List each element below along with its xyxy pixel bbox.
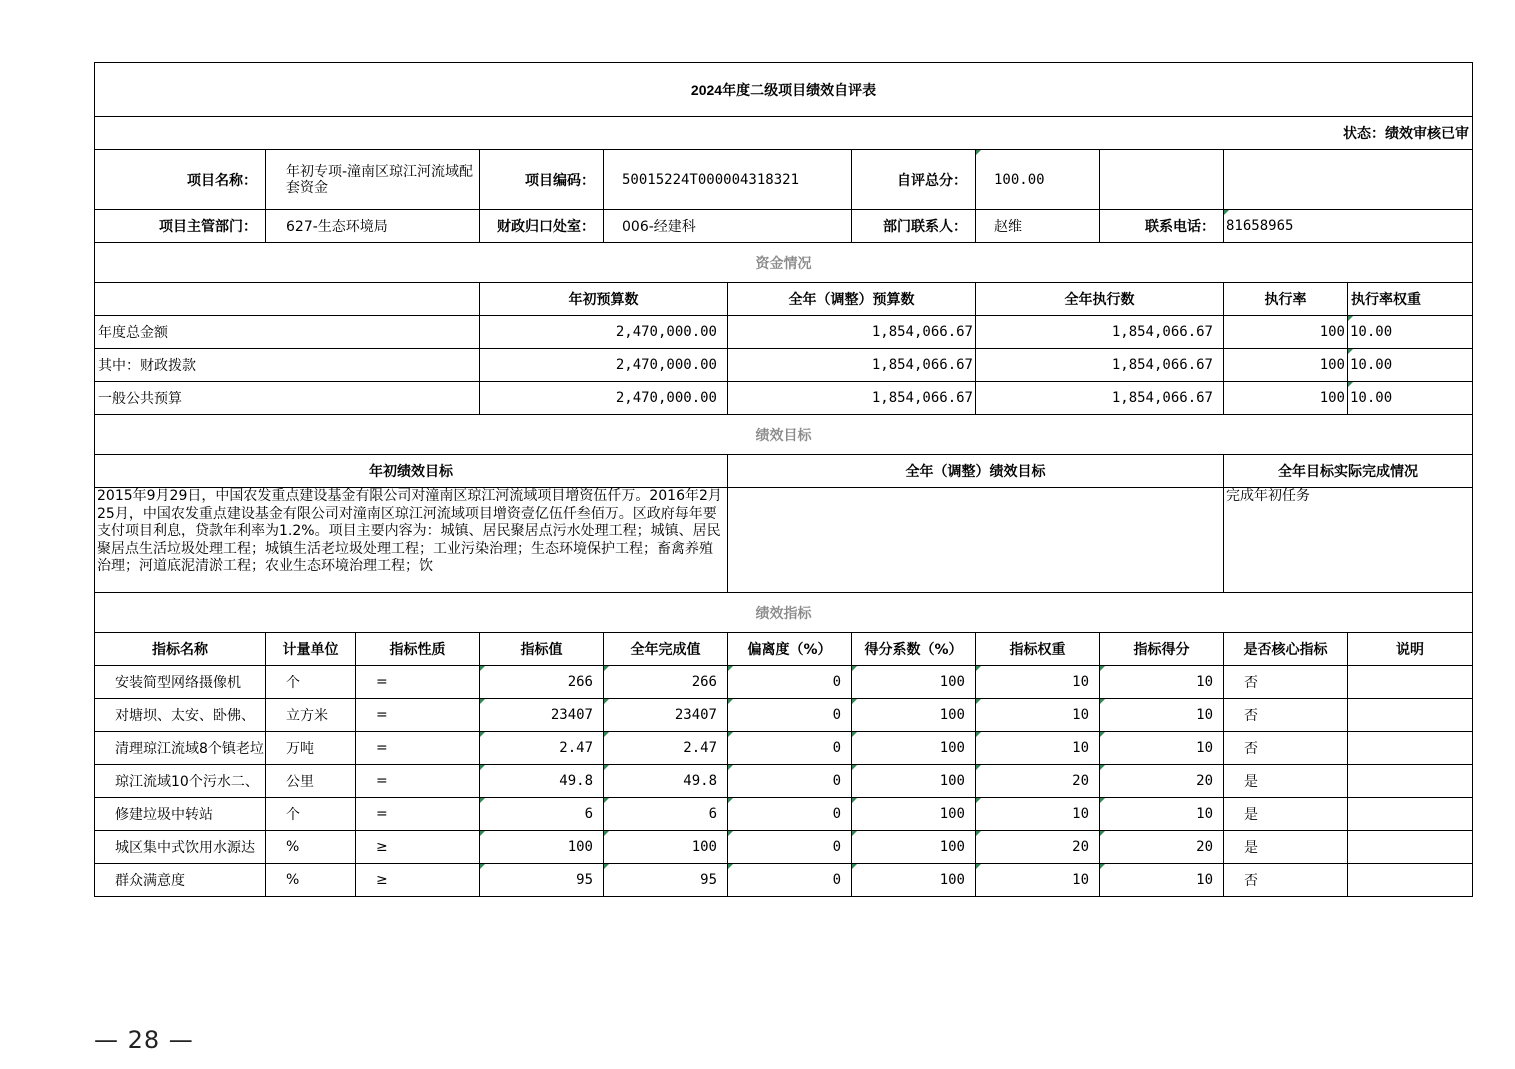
- indicator-core: 否: [1224, 699, 1348, 732]
- indicator-coefficient: 100: [852, 699, 976, 732]
- empty-cell: [1100, 150, 1224, 210]
- ind-header-unit: 计量单位: [266, 633, 356, 666]
- goals-initial-text: [95, 488, 728, 593]
- indicator-nature: ≥: [356, 864, 480, 897]
- indicator-note: [1348, 798, 1473, 831]
- indicator-row: [95, 732, 1473, 765]
- finance-value: 006-经建科: [604, 210, 852, 243]
- indicator-row: [95, 798, 1473, 831]
- goals-adjusted-text: [728, 488, 1224, 593]
- indicator-deviation: 0: [728, 765, 852, 798]
- ind-header-target: 指标值: [480, 633, 604, 666]
- indicator-name: 琼江流域10个污水二、: [95, 765, 266, 798]
- indicator-coefficient: 100: [852, 732, 976, 765]
- phone-label: 联系电话：: [1100, 210, 1224, 243]
- indicator-row: [95, 864, 1473, 897]
- indicator-target: 23407: [480, 699, 604, 732]
- indicator-score: 20: [1100, 765, 1224, 798]
- contact-value: 赵维: [976, 210, 1100, 243]
- indicator-name: 城区集中式饮用水源达: [95, 831, 266, 864]
- funds-rate: 100: [1224, 316, 1348, 349]
- indicator-note: [1348, 765, 1473, 798]
- indicator-deviation: 0: [728, 831, 852, 864]
- indicator-target: 95: [480, 864, 604, 897]
- indicator-score: 10: [1100, 699, 1224, 732]
- dept-label: 项目主管部门：: [95, 210, 266, 243]
- funds-header-rate: 执行率: [1224, 283, 1348, 316]
- funds-header-executed: 全年执行数: [976, 283, 1224, 316]
- funds-weight: 10.00: [1348, 382, 1473, 415]
- goals-initial-content: 2015年9月29日，中国农发重点建设基金有限公司对潼南区琼江河流域项目增资伍仟万。2016年2月25月，中国农发重点建设基金有限公司对潼南区琼江河流域项目增资壹亿伍仟叁佰万。区政府每年要支付项目利息，贷款年利率为1.2%。项目主要内容为：城镇、居民聚居点污水处理工程；城镇、居民聚居点生活垃圾处理工程；城镇生活老垃圾处理工程；工业污染治理；生态环境保护工程；畜禽养殖治理；河道底泥清淤工程；农业生态环境治理工程；饮: [97, 488, 722, 574]
- page-title: 2024年度二级项目绩效自评表: [95, 63, 1473, 117]
- indicator-target: 100: [480, 831, 604, 864]
- indicator-target: 2.47: [480, 732, 604, 765]
- funds-header-initial: 年初预算数: [480, 283, 728, 316]
- indicator-actual: 6: [604, 798, 728, 831]
- indicator-core: 是: [1224, 831, 1348, 864]
- indicator-actual: 266: [604, 666, 728, 699]
- goals-actual-text: 完成年初任务: [1224, 488, 1473, 593]
- dept-value: 627-生态环境局: [266, 210, 480, 243]
- indicator-note: [1348, 666, 1473, 699]
- indicator-actual: 23407: [604, 699, 728, 732]
- status-text: 状态：绩效审核已审: [95, 117, 1473, 150]
- indicator-row: [95, 765, 1473, 798]
- ind-header-dev: 偏离度（%）: [728, 633, 852, 666]
- project-name-value: 年初专项-潼南区琼江河流域配套资金: [266, 150, 480, 210]
- indicator-core: 是: [1224, 798, 1348, 831]
- indicator-unit: 公里: [266, 765, 356, 798]
- funds-executed: 1,854,066.67: [976, 382, 1224, 415]
- funds-row: [95, 349, 1473, 382]
- indicator-note: [1348, 699, 1473, 732]
- indicator-unit: 立方米: [266, 699, 356, 732]
- indicator-deviation: 0: [728, 732, 852, 765]
- indicator-actual: 49.8: [604, 765, 728, 798]
- contact-label: 部门联系人：: [852, 210, 976, 243]
- indicator-actual: 95: [604, 864, 728, 897]
- indicator-actual: 2.47: [604, 732, 728, 765]
- indicator-coefficient: 100: [852, 831, 976, 864]
- funds-executed: 1,854,066.67: [976, 316, 1224, 349]
- indicator-score: 10: [1100, 666, 1224, 699]
- indicator-coefficient: 100: [852, 798, 976, 831]
- indicator-core: 是: [1224, 765, 1348, 798]
- indicator-nature: =: [356, 666, 480, 699]
- funds-executed: 1,854,066.67: [976, 349, 1224, 382]
- indicator-weight: 10: [976, 864, 1100, 897]
- funds-header-blank: [95, 283, 480, 316]
- empty-cell: [1224, 150, 1473, 210]
- funds-initial: 2,470,000.00: [480, 316, 728, 349]
- ind-header-name: 指标名称: [95, 633, 266, 666]
- indicator-row: [95, 831, 1473, 864]
- ind-header-core: 是否核心指标: [1224, 633, 1348, 666]
- page-number: — 28 —: [94, 1026, 194, 1054]
- indicator-nature: =: [356, 765, 480, 798]
- indicator-nature: =: [356, 699, 480, 732]
- indicator-weight: 10: [976, 666, 1100, 699]
- indicator-note: [1348, 831, 1473, 864]
- indicator-name: 群众满意度: [95, 864, 266, 897]
- goals-section-title: 绩效目标: [95, 415, 1473, 455]
- indicator-weight: 10: [976, 732, 1100, 765]
- funds-header-adjusted: 全年（调整）预算数: [728, 283, 976, 316]
- goals-header-adjusted: 全年（调整）绩效目标: [728, 455, 1224, 488]
- indicator-weight: 20: [976, 765, 1100, 798]
- indicator-nature: ≥: [356, 831, 480, 864]
- project-code-label: 项目编码：: [480, 150, 604, 210]
- indicator-name: 清理琼江流域8个镇老垃: [95, 732, 266, 765]
- indicator-score: 10: [1100, 732, 1224, 765]
- phone-value: 81658965: [1224, 210, 1473, 243]
- funds-row: [95, 382, 1473, 415]
- indicator-actual: 100: [604, 831, 728, 864]
- indicator-deviation: 0: [728, 798, 852, 831]
- project-name-label: 项目名称：: [95, 150, 266, 210]
- indicator-coefficient: 100: [852, 765, 976, 798]
- indicator-weight: 20: [976, 831, 1100, 864]
- funds-adjusted: 1,854,066.67: [728, 349, 976, 382]
- funds-header-weight: 执行率权重: [1348, 283, 1473, 316]
- indicator-nature: =: [356, 798, 480, 831]
- indicator-name: 修建垃圾中转站: [95, 798, 266, 831]
- ind-header-actual: 全年完成值: [604, 633, 728, 666]
- indicator-score: 10: [1100, 798, 1224, 831]
- funds-rate: 100: [1224, 382, 1348, 415]
- funds-rate: 100: [1224, 349, 1348, 382]
- ind-header-coef: 得分系数（%）: [852, 633, 976, 666]
- funds-adjusted: 1,854,066.67: [728, 316, 976, 349]
- indicator-score: 20: [1100, 831, 1224, 864]
- indicator-row: [95, 699, 1473, 732]
- indicator-deviation: 0: [728, 666, 852, 699]
- indicator-unit: 个: [266, 666, 356, 699]
- indicator-nature: =: [356, 732, 480, 765]
- indicator-core: 否: [1224, 864, 1348, 897]
- indicator-deviation: 0: [728, 699, 852, 732]
- indicator-note: [1348, 732, 1473, 765]
- indicator-target: 266: [480, 666, 604, 699]
- indicator-unit: 个: [266, 798, 356, 831]
- indicator-name: 对塘坝、太安、卧佛、: [95, 699, 266, 732]
- indicator-note: [1348, 864, 1473, 897]
- indicator-unit: %: [266, 864, 356, 897]
- funds-adjusted: 1,854,066.67: [728, 382, 976, 415]
- indicator-core: 否: [1224, 732, 1348, 765]
- indicator-name: 安装简型网络摄像机: [95, 666, 266, 699]
- indicator-unit: %: [266, 831, 356, 864]
- ind-header-weight: 指标权重: [976, 633, 1100, 666]
- funds-initial: 2,470,000.00: [480, 349, 728, 382]
- ind-header-score: 指标得分: [1100, 633, 1224, 666]
- score-value: 100.00: [976, 150, 1100, 210]
- goals-header-actual: 全年目标实际完成情况: [1224, 455, 1473, 488]
- indicator-row: [95, 666, 1473, 699]
- funds-initial: 2,470,000.00: [480, 382, 728, 415]
- goals-header-initial: 年初绩效目标: [95, 455, 728, 488]
- indicator-core: 否: [1224, 666, 1348, 699]
- indicator-coefficient: 100: [852, 864, 976, 897]
- funds-row-name: 年度总金额: [95, 316, 480, 349]
- ind-header-note: 说明: [1348, 633, 1473, 666]
- funds-section-title: 资金情况: [95, 243, 1473, 283]
- funds-row-name: 其中：财政拨款: [95, 349, 480, 382]
- indicator-unit: 万吨: [266, 732, 356, 765]
- indicator-coefficient: 100: [852, 666, 976, 699]
- indicator-target: 49.8: [480, 765, 604, 798]
- indicator-score: 10: [1100, 864, 1224, 897]
- indicator-deviation: 0: [728, 864, 852, 897]
- ind-header-nature: 指标性质: [356, 633, 480, 666]
- performance-evaluation-table: [94, 62, 1473, 897]
- indicators-section-title: 绩效指标: [95, 593, 1473, 633]
- funds-row-name: 一般公共预算: [95, 382, 480, 415]
- indicator-target: 6: [480, 798, 604, 831]
- indicator-weight: 10: [976, 798, 1100, 831]
- funds-row: [95, 316, 1473, 349]
- funds-weight: 10.00: [1348, 316, 1473, 349]
- funds-weight: 10.00: [1348, 349, 1473, 382]
- score-label: 自评总分：: [852, 150, 976, 210]
- finance-label: 财政归口处室：: [480, 210, 604, 243]
- indicator-weight: 10: [976, 699, 1100, 732]
- project-code-value: 50015224T000004318321: [604, 150, 852, 210]
